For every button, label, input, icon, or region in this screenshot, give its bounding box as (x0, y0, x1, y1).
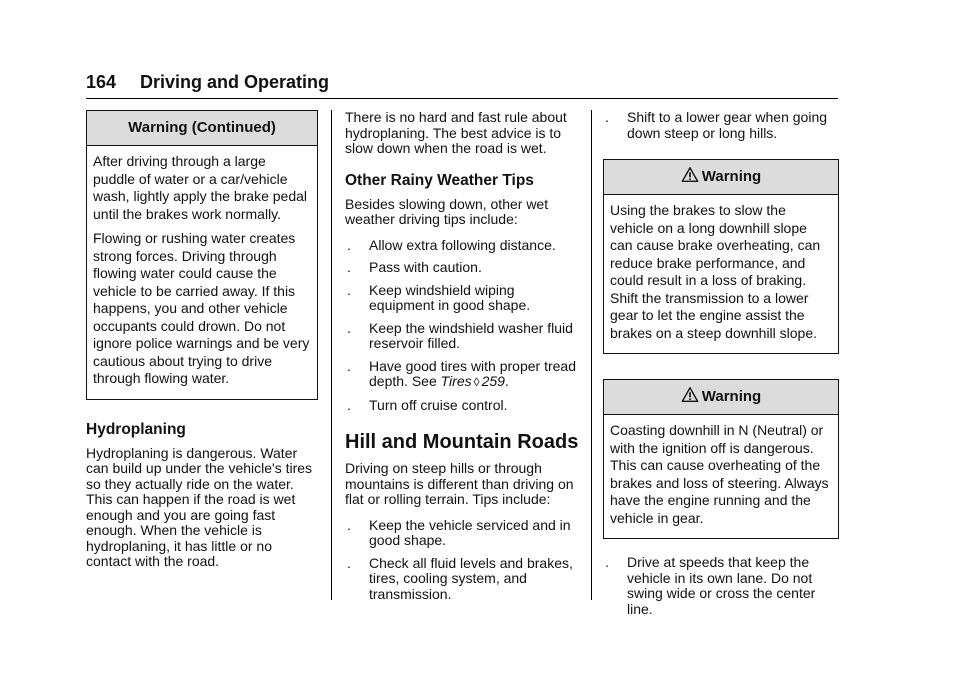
bullet-mark: . (605, 554, 609, 570)
list-item-text: Have good tires with proper tread depth. See (369, 357, 576, 389)
warning-paragraph: Coasting downhill in N (Neutral) or with the ignition off is dangerous. This can cause overheating of the brakes and loss of steering. Always have the engine running and the vehicle in gear. (610, 422, 829, 526)
hill-intro: Driving on steep hills or through mountains is different than driving on flat or rolling terrain. Tips include: (345, 460, 574, 507)
list-item-text: Keep the windshield washer fluid reservoir filled. (369, 319, 573, 351)
column-divider (331, 110, 332, 600)
bullet-mark: . (347, 516, 351, 533)
bullet-mark: . (347, 236, 351, 253)
hydroplaning-heading: Hydroplaning (86, 420, 186, 438)
warning-paragraph: Flowing or rushing water creates strong forces. Driving through flowing water could cause the vehicle to be carried away. If this happens, you and other vehicle occupants could drown. Do not ignore police warnings and be very cautious about trying to drive through flowing water. (93, 230, 310, 386)
list-item-text: Keep windshield wiping equipment in good shape. (369, 281, 531, 313)
warning-title-text: Warning (701, 168, 762, 185)
list-item-text: Keep the vehicle serviced and in good shape. (369, 516, 571, 548)
warning-continued-box (86, 110, 318, 400)
warning-paragraph: Using the brakes to slow the vehicle on a long downhill slope can cause brake overheating, can reduce brake performance, and could result in a loss of braking. Shift the transmission to a lower gear to let the engine assist the brakes on a steep downhill slope. (610, 202, 821, 341)
sentence-end: . (504, 373, 509, 389)
bullet-mark: . (605, 109, 609, 125)
warning-icon (681, 166, 699, 184)
warning-icon (681, 386, 699, 404)
list-item (345, 556, 581, 603)
column-divider (591, 110, 592, 600)
hydroplaning-body: Hydroplaning is dangerous. Water can build up under the vehicle's tires so they actually ride on the water. This can happen if the road is wet enough and you are going fast enough. When the vehicle is hydroplaning, it has little or no contact with the road. (86, 444, 313, 569)
list-item (345, 359, 581, 391)
list-item-text: Turn off cruise control. (369, 396, 508, 413)
list-item-text: Allow extra following distance. (369, 236, 556, 253)
rainy-tips-heading: Other Rainy Weather Tips (345, 171, 534, 189)
hydroplaning-advice: There is no hard and fast rule about hydroplaning. The best advice is to slow down when the road is wet. (345, 109, 567, 156)
column-3 (603, 110, 839, 624)
list-item (345, 518, 581, 549)
column-2 (345, 110, 581, 609)
page-ref-icon: ◊ (473, 375, 480, 389)
warning-continued-title: Warning (Continued) (87, 111, 317, 146)
list-item-text: Shift to a lower gear when going down steep or long hills. (627, 109, 828, 141)
list-item (345, 238, 581, 254)
list-item (345, 260, 581, 276)
bullet-mark: . (347, 319, 351, 336)
list-item (345, 398, 581, 414)
tires-page-ref[interactable]: 259 (481, 373, 505, 389)
list-item-text: Drive at speeds that keep the vehicle in its own lane. Do not swing wide or cross the center line. (627, 554, 816, 617)
bullet-mark: . (347, 396, 351, 413)
section-title: Driving and Operating (140, 72, 330, 92)
warning-paragraph: After driving through a large puddle of water or a car/vehicle wash, lightly apply the brake pedal until the brakes work normally. (93, 153, 308, 222)
rainy-tips-intro: Besides slowing down, other wet weather driving tips include: (345, 195, 549, 227)
warning-title (604, 380, 838, 415)
warning-box-coasting (603, 379, 839, 539)
list-item (345, 321, 581, 352)
page-number: 164 (86, 72, 117, 92)
hill-mountain-heading: Hill and Mountain Roads (345, 431, 579, 453)
bullet-mark: . (347, 259, 351, 275)
list-item-text: Check all fluid levels and brakes, tires, cooling system, and transmission. (369, 554, 573, 602)
page-header (86, 70, 838, 99)
list-item (603, 555, 839, 617)
list-item (345, 283, 581, 314)
bullet-mark: . (347, 281, 351, 298)
warning-title (604, 160, 838, 195)
tires-link[interactable]: Tires (440, 373, 472, 389)
list-item (603, 110, 839, 141)
warning-title-text: Warning (701, 388, 762, 405)
column-1 (86, 110, 318, 576)
warning-box-brakes (603, 159, 839, 354)
bullet-mark: . (347, 554, 351, 571)
list-item-text: Pass with caution. (369, 259, 482, 275)
bullet-mark: . (347, 357, 351, 374)
